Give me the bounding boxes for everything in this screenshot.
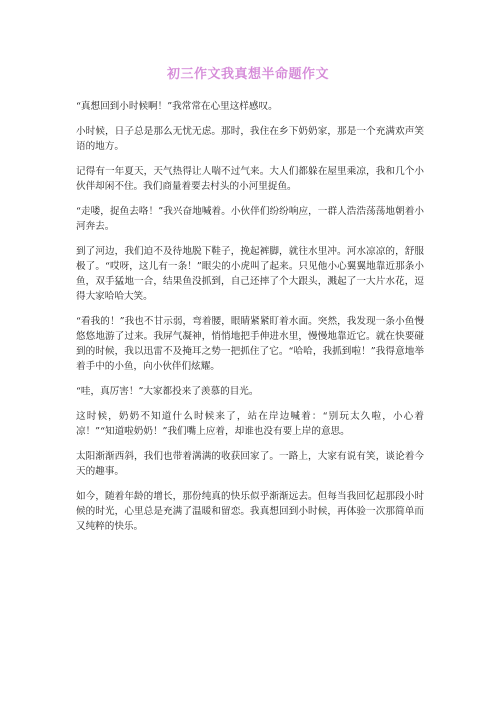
paragraph: 记得有一年夏天，天气热得让人喘不过气来。大人们都躲在屋里乘凉，我和几个小伙伴却闲不住。我们商量着要去村头的小河里捉鱼。 bbox=[76, 166, 424, 192]
paragraph: 小时候，日子总是那么无忧无虑。那时，我住在乡下奶奶家，那是一个充满欢声笑语的地方。 bbox=[76, 126, 424, 152]
paragraph: “走喽，捉鱼去咯！”我兴奋地喊着。小伙伴们纷纷响应，一群人浩浩荡荡地朝着小河奔去。 bbox=[76, 206, 424, 232]
paragraph: 到了河边，我们迫不及待地脱下鞋子，挽起裤脚，就往水里冲。河水凉凉的，舒服极了。“哎呀，这儿有一条！”眼尖的小虎叫了起来。只见他小心翼翼地靠近那条小鱼，双手猛地一合，结果鱼没抓到，自己还摔了个大跟头，溅起了一大片水花，逗得大家哈哈大笑。 bbox=[76, 246, 424, 302]
paragraph: 这时候，奶奶不知道什么时候来了，站在岸边喊着：“别玩太久啦，小心着凉！”“知道啦奶奶！”我们嘴上应着，却谁也没有要上岸的意思。 bbox=[76, 411, 424, 437]
paragraph: “看我的！”我也不甘示弱，弯着腰，眼睛紧紧盯着水面。突然，我发现一条小鱼慢悠悠地游了过来。我屏气凝神，悄悄地把手伸进水里，慢慢地靠近它。就在快要碰到的时候，我以迅雷不及掩耳之势一把抓住了它。“哈哈，我抓到啦！”我得意地举着手中的小鱼，向小伙伴们炫耀。 bbox=[76, 316, 424, 372]
paragraph: 如今，随着年龄的增长，那份纯真的快乐似乎渐渐远去。但每当我回忆起那段小时候的时光，心里总是充满了温暖和留恋。我真想回到小时候，再体验一次那简单而又纯粹的快乐。 bbox=[76, 491, 424, 532]
essay-body bbox=[76, 99, 424, 544]
document-title: 初三作文我真想半命题作文 bbox=[166, 67, 329, 82]
paragraph: “真想回到小时候啊！”我常常在心里这样感叹。 bbox=[76, 101, 278, 112]
paragraph: “哇，真厉害！”大家都投来了羡慕的目光。 bbox=[76, 386, 259, 397]
paragraph: 太阳渐渐西斜，我们也带着满满的收获回家了。一路上，大家有说有笑，谈论着今天的趣事。 bbox=[76, 451, 424, 477]
